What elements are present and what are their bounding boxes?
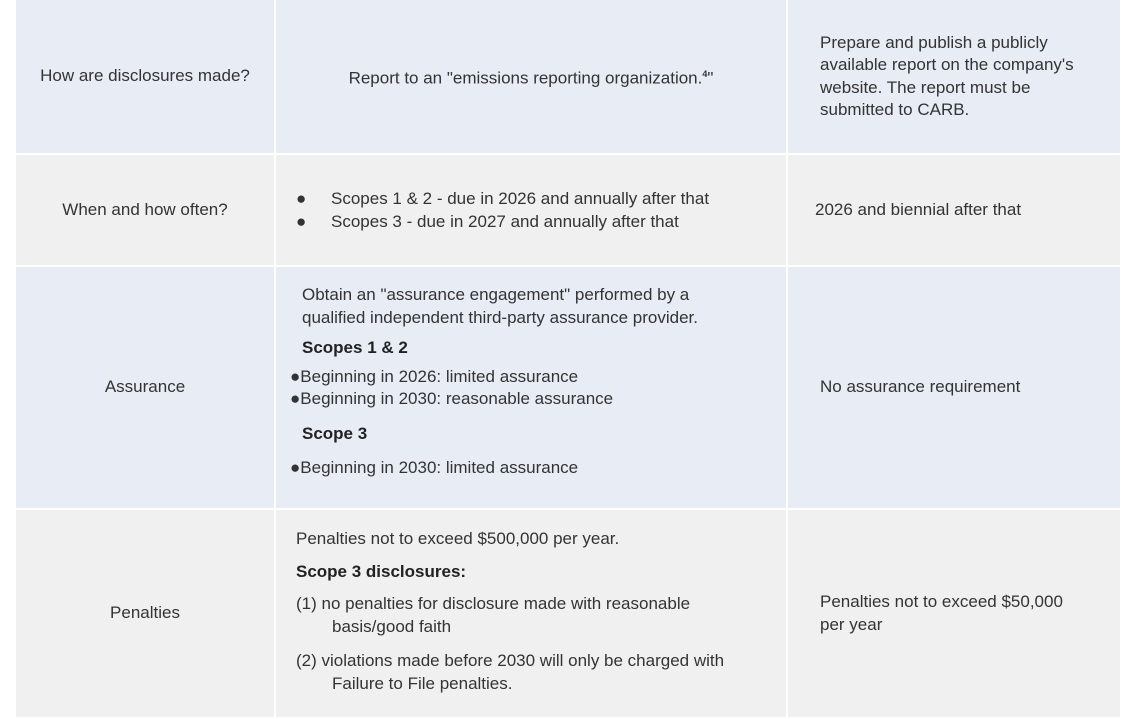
row-label-penalties: Penalties — [16, 510, 274, 717]
quote-end: " — [707, 68, 714, 88]
assurance-heading-scope-3: Scope 3 — [302, 423, 368, 443]
list-item — [290, 457, 726, 480]
row-label-disclosures: How are disclosures made? — [16, 0, 274, 153]
penalties-intro: Penalties not to exceed $500,000 per year. — [296, 529, 620, 548]
list-item — [290, 366, 726, 389]
bullet-text: Beginning in 2030: reasonable assurance — [300, 389, 614, 408]
footnote-4: 4 — [702, 68, 708, 79]
row-label-when: When and how often? — [16, 155, 274, 265]
list-item — [296, 211, 786, 234]
bullet-text: Scopes 1 & 2 - due in 2026 and annually after that — [331, 189, 710, 208]
when-california: 2026 and biennial after that — [788, 155, 1120, 265]
disclosures-text: Report to an "emissions reporting organization. — [348, 68, 703, 88]
assurance-intro: Obtain an "assurance engagement" performed by a qualified independent third-party assurance provider. — [302, 285, 698, 327]
when-federal — [276, 155, 786, 265]
bullet-text: Beginning in 2030: limited assurance — [300, 458, 579, 477]
assurance-california: No assurance requirement — [788, 267, 1120, 508]
row-label-assurance: Assurance — [16, 267, 274, 508]
list-item: (1) no penalties for disclosure made with reasonable basis/good faith — [296, 594, 691, 636]
bullet-icon: ● — [290, 458, 301, 477]
disclosures-federal — [276, 0, 786, 153]
penalties-california: Penalties not to exceed $50,000 per year — [788, 510, 1120, 717]
list-item — [290, 388, 726, 411]
bullet-icon: ● — [296, 189, 307, 208]
list-item: (2) violations made before 2030 will only be charged with Failure to File penalties. — [296, 651, 725, 693]
assurance-federal — [276, 267, 786, 508]
bullet-text: Beginning in 2026: limited assurance — [300, 366, 579, 386]
bullet-text: Scopes 3 - due in 2027 and annually after that — [331, 211, 679, 231]
penalties-federal — [276, 510, 786, 717]
bullet-icon: ● — [290, 389, 301, 408]
bullet-icon: ● — [290, 366, 301, 386]
disclosures-california: Prepare and publish a publicly available report on the company's website. The report must be submitted to CARB. — [788, 0, 1120, 153]
bullet-icon: ● — [296, 211, 307, 231]
list-item — [296, 188, 786, 211]
assurance-heading-scopes-1-2: Scopes 1 & 2 — [302, 338, 408, 357]
penalties-heading: Scope 3 disclosures: — [296, 561, 467, 581]
